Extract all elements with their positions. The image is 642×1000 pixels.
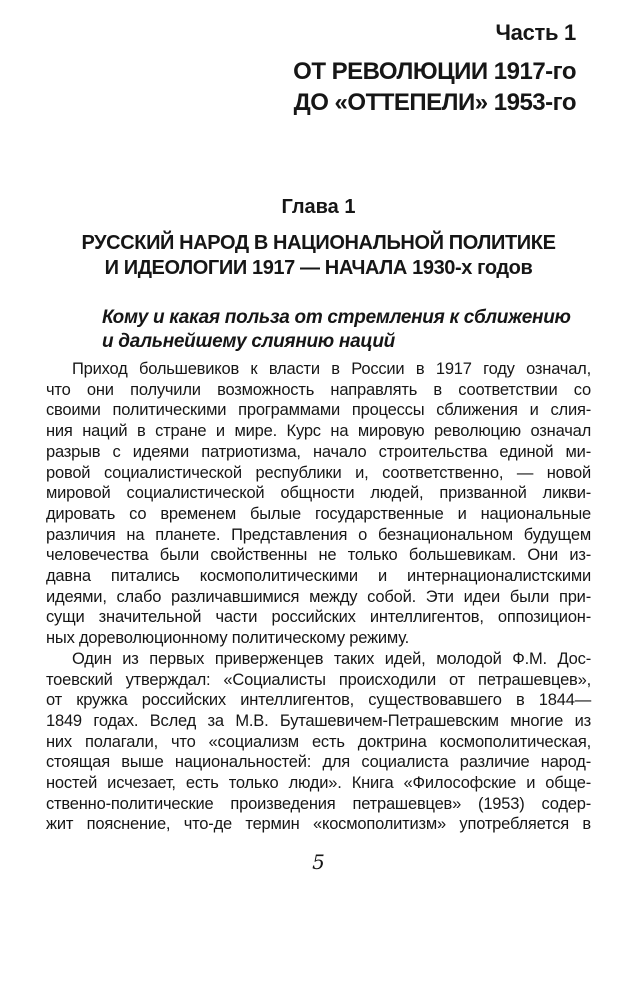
chapter-title — [46, 231, 591, 281]
body-text-line: от кружка российских интеллигентов, существовавшего в 1844— — [46, 691, 591, 710]
body-text-line: стоящая выше национальностей: для социалиста различие народ- — [46, 753, 591, 772]
body-text-line: дировать со временем былые государственные и национальные — [46, 504, 591, 523]
chapter-label: Глава 1 — [281, 196, 356, 218]
text-line: РУССКИЙ НАРОД В НАЦИОНАЛЬНОЙ ПОЛИТИКЕ — [81, 232, 556, 254]
body-text-line: мировой социалистической общности людей, призванной ликви- — [46, 484, 591, 503]
body-text-line: что они получили возможность направлять в соответствии со — [46, 380, 591, 399]
text-line: ОТ РЕВОЛЮЦИИ 1917-го — [293, 58, 576, 85]
text-line: И ИДЕОЛОГИИ 1917 — НАЧАЛА 1930-х годов — [104, 257, 533, 279]
body-text-line: тоевский утверждал: «Социалисты происходили от петрашевцев», — [46, 670, 591, 689]
body-text-line: давна питались космополитическими и интернационалистскими — [46, 567, 591, 586]
body-text-line: ностей исчезает, есть только люди». Книга «Философские и обще- — [46, 774, 591, 793]
body-text — [46, 359, 591, 835]
section-subtitle — [102, 306, 571, 354]
body-text-line: ственно-политические произведения петрашевцев» (1953) содер- — [46, 794, 591, 813]
body-text-line: них полагали, что «социализм есть доктрина космополитическая, — [46, 732, 591, 751]
text-line: Кому и какая польза от стремления к сближению — [102, 307, 571, 328]
text-line: ДО «ОТТЕПЕЛИ» 1953-го — [293, 89, 576, 116]
body-text-line: 1849 годах. Вслед за М.В. Буташевичем-Петрашевским многие из — [46, 711, 591, 730]
page-number: 5 — [312, 850, 325, 874]
body-text-line: Один из первых приверженцев таких идей, молодой Ф.М. Дос- — [72, 649, 591, 668]
body-text-line: Приход большевиков к власти в России в 1917 году означал, — [72, 360, 591, 378]
body-text-line: человечества были свойственны не только большевикам. Они из- — [46, 546, 591, 565]
text-line: и дальнейшему слиянию наций — [102, 331, 395, 352]
body-text-line: ровой социалистической республики и, соответственно, — новой — [46, 463, 591, 482]
body-text-line: своими политическими программами процессы сближения и слия- — [46, 401, 591, 420]
part-title — [293, 56, 576, 118]
body-text-line: разрыв с идеями патриотизма, начало строительства единой ми- — [46, 442, 591, 461]
body-text-line: сущи значительной части российских интеллигентов, оппозицион- — [46, 608, 591, 627]
body-text-line: ных дореволюционному политическому режиму. — [46, 629, 410, 648]
body-text-line: жит пояснение, что-де термин «космополитизм» употребляется в — [46, 815, 591, 834]
part-label: Часть 1 — [495, 20, 576, 45]
body-text-line: идеями, слабо различавшимися между собой. Эти идеи были при- — [46, 587, 591, 606]
body-text-line: ния наций в стране и мире. Курс на мировую революцию означал — [46, 422, 591, 441]
body-text-line: различия на планете. Представления о безнациональном будущем — [46, 525, 591, 544]
